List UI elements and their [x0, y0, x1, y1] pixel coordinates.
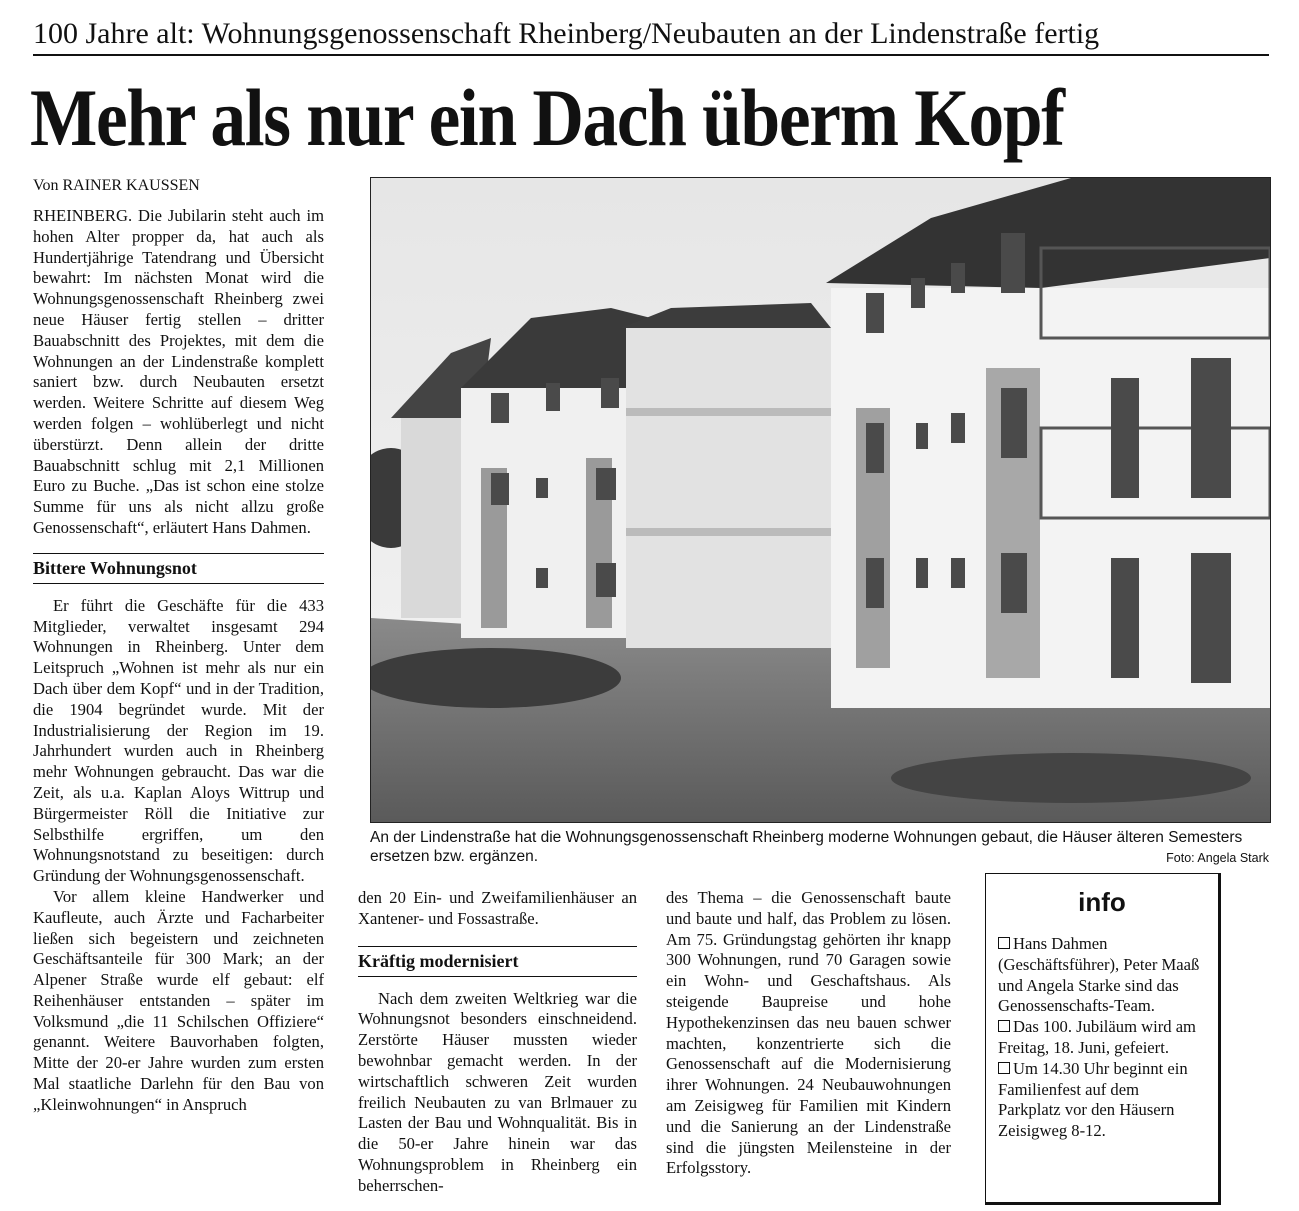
info-item: Um 14.30 Uhr beginnt ein Familienfest auf dem Parkplatz vor den Häusern Zeisigweg 8-12. [998, 1058, 1188, 1141]
subhead-kraeftig-modernisiert: Kräftig modernisiert [358, 946, 637, 977]
photo-credit: Foto: Angela Stark [1166, 851, 1269, 865]
checkbox-icon [998, 1020, 1010, 1032]
building-photo [371, 178, 1270, 822]
paragraph: den 20 Ein- und Zweifamilienhäuser an Xantener- und Fossastraße. [358, 888, 637, 928]
headline: Mehr als nur ein Dach überm Kopf [30, 72, 1064, 163]
kicker-line: 100 Jahre alt: Wohnungsgenossenschaft Rheinberg/Neubauten an der Lindenstraße fertig [33, 14, 1269, 56]
subhead-bittere-wohnungsnot: Bittere Wohnungsnot [33, 553, 324, 584]
column-2 [358, 888, 637, 1197]
info-item: Das 100. Jubiläum wird am Freitag, 18. Juni, gefeiert. [998, 1017, 1196, 1057]
photo-caption: An der Lindenstraße hat die Wohnungsgenossenschaft Rheinberg moderne Wohnungen gebaut, die Häuser älteren Semesters ersetzen bzw. ergänzen. [370, 829, 1243, 865]
paragraph: Nach dem zweiten Weltkrieg war die Wohnungsnot besonders einschneidend. Zerstörte Häuser mussten wieder bewohnbar gemacht werden. In der wirtschaftlich schweren Zeit wurden freilich Neubauten zu van Brlmauer zu Lasten der Bau und Wohnqualität. Bis in die 50-er Jahre hinein war das Wohnungsproblem in Rheinberg ein beherrschen- [358, 988, 637, 1195]
column-1 [33, 206, 324, 1116]
byline: Von RAINER KAUSSEN [33, 177, 200, 194]
checkbox-icon [998, 937, 1010, 949]
column-3 [666, 888, 951, 1179]
paragraph: Er führt die Geschäfte für die 433 Mitglieder, verwaltet insgesamt 294 Wohnungen in Rheinberg. Unter dem Leitspruch „Wohnen ist mehr als nur ein Dach über dem Kopf“ und in der Tradition, die 1904 begründet wurde. Mit der Industrialisierung der Region im 19. Jahrhundert wurden auch in Rheinberg mehr Wohnungen gebraucht. Das war die Zeit, als u.a. Kaplan Aloys Wittrup und Bürgermeister Röll die Initiative zur Selbsthilfe ergriffen, um den Wohnungsnotstand zu beseitigen: durch Gründung der Wohnungsgenossenschaft. [33, 595, 324, 886]
article-photo [370, 177, 1271, 823]
paragraph: Vor allem kleine Handwerker und Kaufleute, auch Ärzte und Facharbeiter ließen sich begeistern und zeichneten Geschäftsanteile für 300 Mark; an der Alpener Straße wurde elf gebaut: elf Reihenhäuser entstanden – später im Volksmund „die 11 Schilschen Offiziere“ genannt. Weitere Bauvorhaben folgten, Mitte der 20-er Jahre wurden zum ersten Mal staatliche Darlehn für den Bau von „Kleinwohnungen“ in Anspruch [33, 886, 324, 1114]
info-title: info [1078, 887, 1126, 917]
paragraph: des Thema – die Genossenschaft baute und baute und half, das Problem zu lösen. Am 75. Gründungstag gehörten ihr knapp 300 Wohnungen, rund 70 Garagen sowie ein Wohn- und Geschaftshaus. Als steigende Baupreise und hohe Hypothekenzinsen das neu bauen schwer machten, konzentrierte sich die Genossenschaft auf die Modernisierung ihrer Wohnungen. 24 Neubauwohnungen am Zeisigweg für Familien mit Kindern und die Sanierung an der Lindenstraße sind die jüngsten Meilensteine in der Erfolgsstory. [666, 888, 951, 1178]
info-item: Hans Dahmen (Geschäftsführer), Peter Maaß und Angela Starke sind das Genossenschafts-Team. [998, 934, 1200, 1016]
info-box [985, 873, 1221, 1205]
checkbox-icon [998, 1062, 1010, 1074]
lead-paragraph: RHEINBERG. Die Jubilarin steht auch im hohen Alter propper da, hat auch als Hundertjährige Tatendrang und Übersicht bewahrt: Im nächsten Monat wird die Wohnungsgenossenschaft Rheinberg zwei neue Häuser fertig stellen – dritter Bauabschnitt des Projektes, mit dem die Wohnungen an der Lindenstraße komplett saniert bzw. durch Neubauten ersetzt werden. Weitere Schritte auf diesem Weg werden folgen – wohlüberlegt und nicht überstürzt. Denn allein der dritte Bauabschnitt schlug mit 2,1 Millionen Euro zu Buche. „Das ist schon eine stolze Summe für uns als nicht allzu große Genossenschaft“, erläutert Hans Dahmen. [33, 206, 324, 537]
